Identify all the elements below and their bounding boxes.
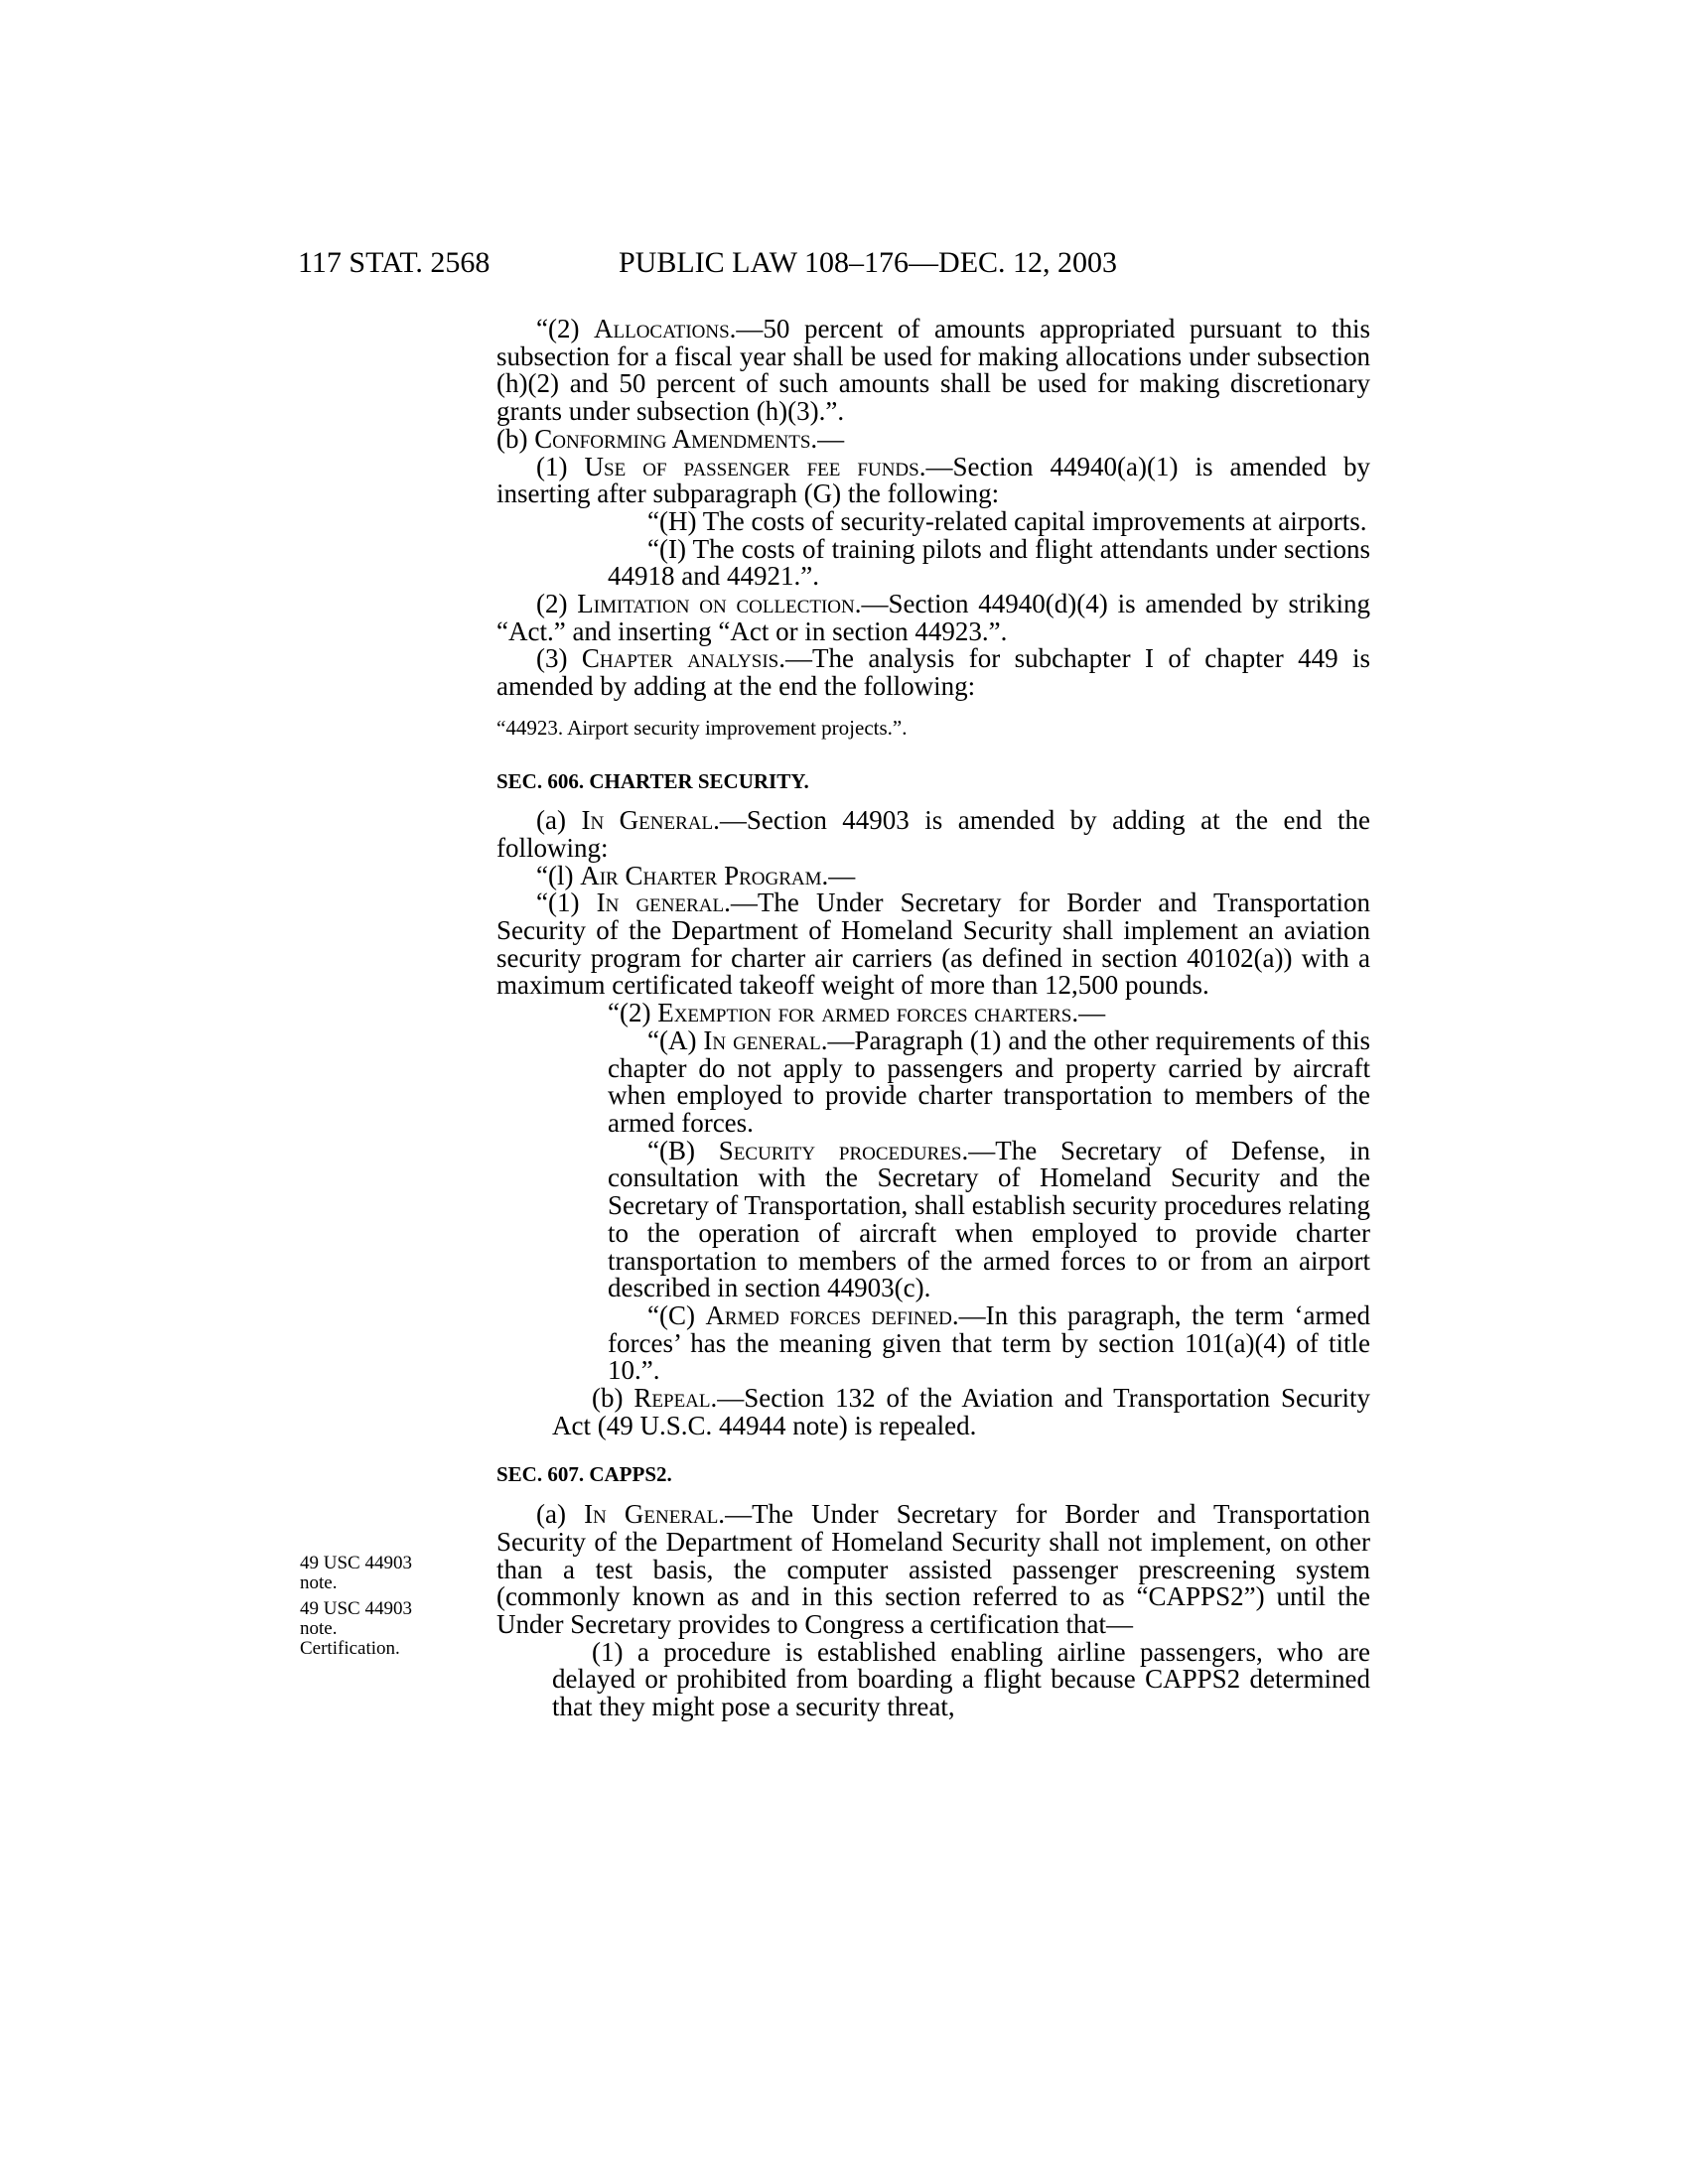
paragraph-passenger-fee-funds: (1) Use of passenger fee funds.—Section 44940(a)(1) is amended by inserting after subparagraph (G) the following: [496,451,1371,509]
margin-note-certification: Certification. [300,1638,400,1659]
paragraph-conforming-amendments: (b) Conforming Amendments.— [496,423,845,454]
paragraph-charter-in-general: “(1) In general.—The Under Secretary for Border and Transportation Security of the Department of Homeland Security shall implement an aviation security program for charter air carriers (as defined in section 40102(a)) with a maximum certificated takeoff weight of more than 12,500 pounds. [496,887,1370,1001]
main-text-column [496,316,1370,1721]
analysis-item: “44923. Airport security improvement projects.”. [496,715,908,740]
paragraph-606-in-general: (a) In General.—Section 44903 is amended by adding at the end the following: [496,805,1370,863]
paragraph-allocations: “(2) Allocations.—50 percent of amounts appropriated pursuant to this subsection for a fiscal year shall be used for making allocations under subsection (h)(2) and 50 percent of such amounts shall be used for making discretionary grants under subsection (h)(3).”. [496,314,1370,427]
paragraph-security-procedures-b: “(B) Security procedures.—The Secretary of Defense, in consultation with the Secretary of Homeland Security and the Secretary of Transportation, shall establish security procedures relating to the operation of aircraft when employed to provide charter transportation to members of the armed forces to or from an airport described in section 44903(c). [608,1135,1370,1303]
paragraph-armed-forces-defined-c: “(C) Armed forces defined.—In this paragraph, the term ‘armed forces’ has the meaning given that term by section 101(a)(4) of title 10.”. [608,1299,1370,1386]
paragraph-air-charter-program: “(l) Air Charter Program.— [536,860,856,890]
page-header [298,246,1390,286]
paragraph-costs-i: “(I) The costs of training pilots and flight attendants under sections 44918 and 44921.”. [608,533,1370,592]
margin-note-usc-2: 49 USC 44903 note. [300,1598,412,1639]
public-law-title: PUBLIC LAW 108–176—DEC. 12, 2003 [619,246,1118,279]
section-607-heading: SEC. 607. CAPPS2. [496,1462,672,1487]
paragraph-armed-forces-a: “(A) In general.—Paragraph (1) and the other requirements of this chapter do not apply to passengers and property carried by aircraft when employed to provide charter transportation to members of the armed forces. [608,1024,1370,1138]
paragraph-procedure-established: (1) a procedure is established enabling airline passengers, who are delayed or prohibited from boarding a flight because CAPPS2 determined that they might pose a security threat, [552,1636,1370,1722]
paragraph-607-in-general: (a) In General.—The Under Secretary for Border and Transportation Security of the Department of Homeland Security shall not implement, on other than a test basis, the computer assisted passenger prescreening system (commonly known as and in this section referred to as “CAPPS2”) until the Under Secretary provides to Congress a certification that— [496,1499,1370,1639]
paragraph-costs-h: “(H) The costs of security-related capital improvements at airports. [647,505,1367,536]
section-606-heading: SEC. 606. CHARTER SECURITY. [496,768,809,793]
statute-page-number: 117 STAT. 2568 [298,246,491,279]
margin-note-usc-1: 49 USC 44903 note. [300,1553,412,1593]
paragraph-repeal: (b) Repeal.—Section 132 of the Aviation and Transportation Security Act (49 U.S.C. 44944 note) is repealed. [552,1383,1371,1440]
paragraph-limitation-on-collection: (2) Limitation on collection.—Section 44940(d)(4) is amended by striking “Act.” and inserting “Act or in section 44923.”. [496,589,1370,646]
paragraph-exemption-armed-forces: “(2) Exemption for armed forces charters.— [608,998,1106,1028]
paragraph-chapter-analysis: (3) Chapter analysis.—The analysis for subchapter I of chapter 449 is amended by adding at the end the following: [496,643,1371,702]
margin-notes [300,1554,449,1659]
